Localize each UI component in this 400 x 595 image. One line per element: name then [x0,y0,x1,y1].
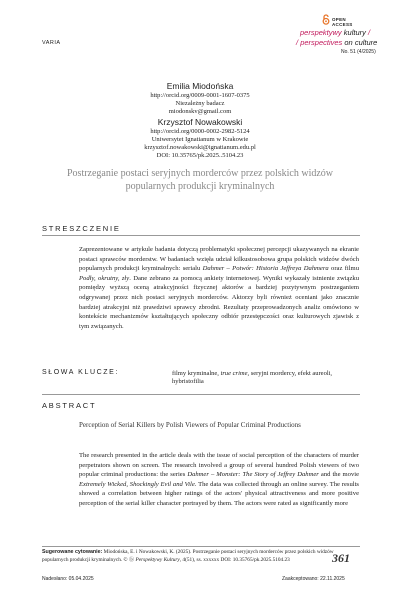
journal-name-pl [300,28,370,37]
abstract-en-part-3: . The data was collected through an online survey. The results showed a correlation between higher ratings of the actors' physical attractiveness and more positive perception of the serial killer character portrayed by them. The actors were rated as significantly more [79,480,359,507]
abstract-pl-part-1: Zaprezentowane w artykule badania dotyczą problematyki społecznej percepcji ukazywanych na ekranie postaci sprawców morderstw. W badaniach wzięła udział kilkustosobowa grupa polskich widzów dwóch popularnych produkcji kryminalnych: serialu [79,246,359,273]
keywords-part-2: true crime [220,370,248,377]
open-access-icon [321,14,331,25]
author-email-2[interactable]: krzysztof.nowakowski@ignatianum.edu.pl [144,144,256,151]
abstract-en-text [79,451,359,509]
article-doi[interactable]: DOI: 10.35765/pk.2025..5104.23 [156,152,244,159]
abstract-pl-part-3: . Dane zebrano za pomocą ankiety internetowej. Wyniki wykazały istnienie związku pomiędzy wyższą oceną atrakcyjności fizycznej aktorów a bardziej pozytywnym postrzeganiem odgrywanej przez nich postaci seryjnych morderców. Aktorzy byli również oceniani jako znacznie bardziej atrakcyjni niż prawdziwi sprawcy zbrodni. Rezultaty przeprowadzonych analiz omówiono w kontekście mechanizmów kształtujących społeczny odbiór przestępczości oraz kulturowych zjawisk z tym związanych. [79,274,360,330]
suggested-citation [42,549,342,564]
author-email-1[interactable]: miodonskv@gmail.com [168,108,232,115]
abstract-en-heading: ABSTRACT [42,401,97,410]
author-affiliation-2: Uniwersytet Ignatianum w Krakowie [151,136,249,143]
divider-rule [42,394,360,395]
journal-separator-2: / [296,38,299,47]
author-orcid-2[interactable]: http://orcid.org/0000-0002-2982-5124 [150,128,250,135]
cc-license-icon: © ⓑ [123,556,135,563]
abstract-pl-heading: STRESZCZENIE [42,224,121,233]
page-number: 361 [332,551,350,565]
abstract-pl-part-2: oraz filmu [328,265,359,273]
author-name-2: Krzysztof Nowakowski [157,117,243,127]
journal-en-part-a: perspectives [300,38,343,47]
keywords-part-3: , seryjni mordercy, efekt aureoli, hybristofilia [172,370,333,385]
abstract-en-series-title: Dahmer – Monster: The Story of Jeffrey Dahmer [187,471,319,479]
author-name-1: Emilia Miodońska [166,81,234,91]
journal-separator: / [367,28,371,37]
date-accepted: Zaakceptowano: 22.11.2025 [282,576,345,582]
author-affiliation-1: Niezależny badacz [175,100,225,107]
abstract-pl-series-title: Dahmer – Potwór: Historia Jeffreya Dahmera [202,265,329,273]
article-title: Postrzeganie postaci seryjnych morderców przez polskich widzów popularnych produkcji kryminalnych [66,168,334,192]
date-submitted: Nadesłano: 05.04.2025 [42,576,94,582]
keywords-text [172,370,352,386]
abstract-en-title: Perception of Serial Killers by Polish Viewers of Popular Criminal Productions [79,421,301,429]
abstract-pl-text [79,245,359,331]
keywords-label: SŁOWA KLUCZE: [42,369,119,376]
abstract-en-part-1: The research presented in the article deals with the issue of social perception of the characters of murder perpetrators shown on screen. The research involved a group of several hundred Polish viewers of two popular criminal productions: the series [79,452,359,479]
open-access-bottom: ACCESS [332,22,353,27]
journal-name-en [296,38,377,47]
author-orcid-1[interactable]: http://orcid.org/0009-0001-1607-0375 [150,92,250,99]
issue-number: No. 51 (4/2025) [341,49,376,55]
abstract-en-part-2: and the movie [318,471,360,479]
citation-part-2: , 4(51), ss. xxxxxx DOI: 10.35765/pk.2025.5104.23 [179,556,290,563]
citation-label: Sugerowane cytowanie: [42,549,103,555]
abstract-en-film-title: Extremely Wicked, Shockingly Evil and Vile [79,480,195,488]
open-access-label [332,17,353,27]
journal-pl-part-b: kultury [343,28,366,37]
abstract-pl-film-title: Podły, okrutny, zły [79,274,130,282]
journal-en-part-b: on culture [344,38,378,47]
journal-pl-part-a: perspektywy [300,28,342,37]
citation-journal: Perspektywy Kultury [134,556,180,563]
section-label: VARIA [42,40,61,46]
citation-part-1: Miodońska, E. i Nowakowski, K. (2025). Postrzeganie postaci seryjnych morderców przez polskich widzów popularnych produkcji kryminalnych. [42,549,334,563]
divider-rule [42,235,360,236]
open-access-top: OPEN [332,17,346,22]
keywords-part-1: filmy kryminalne, [172,370,221,377]
footer-rule [42,546,360,547]
